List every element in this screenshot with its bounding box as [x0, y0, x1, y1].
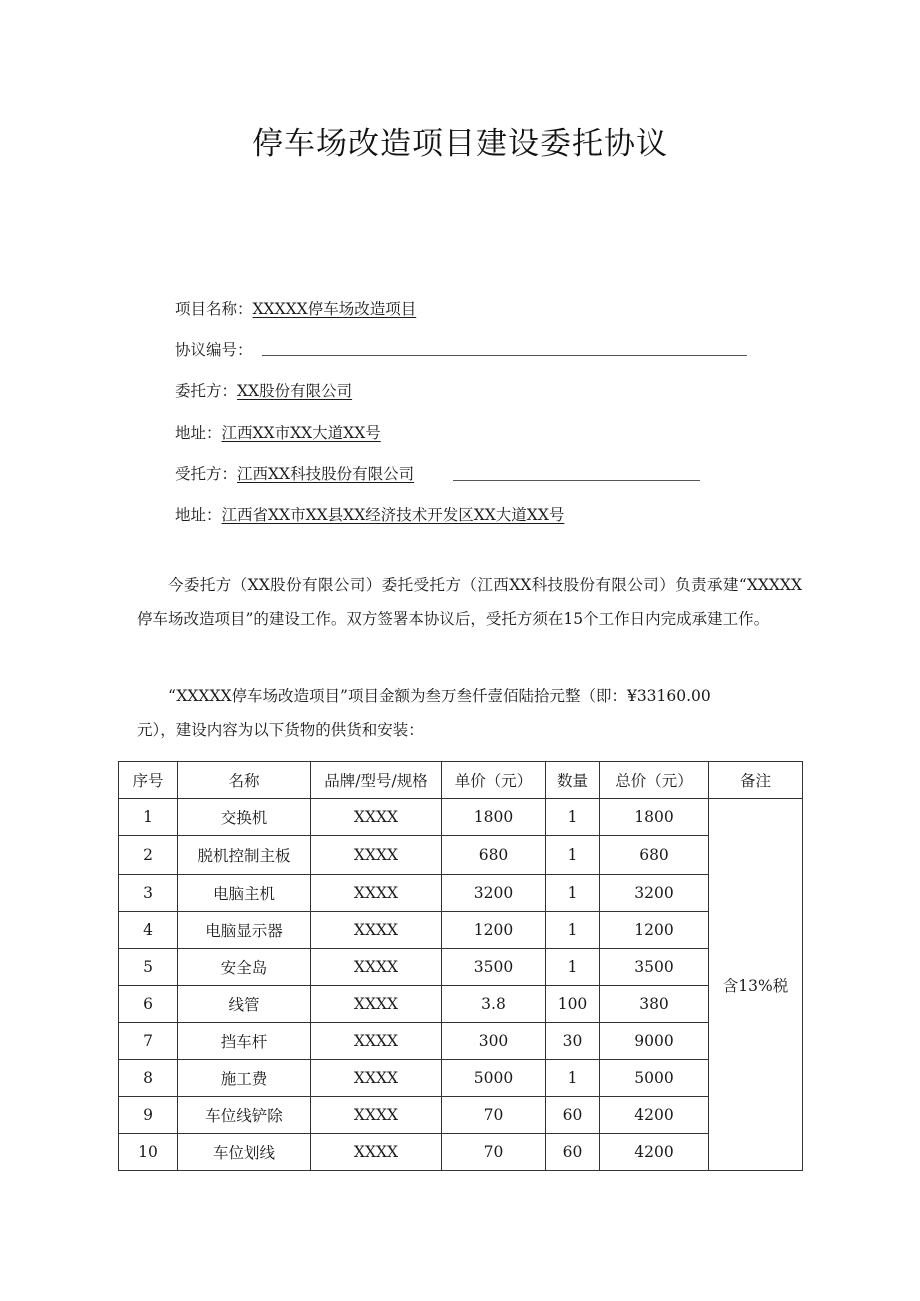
cell-brand: XXXX [311, 949, 442, 986]
contractor-field [175, 462, 414, 484]
cell-qty: 30 [546, 1023, 600, 1060]
client-field [175, 379, 352, 401]
cell-brand: XXXX [311, 799, 442, 836]
header-name: 名称 [178, 762, 311, 799]
contractor-blank [453, 480, 700, 481]
cell-remark: 含13%税 [709, 799, 803, 1171]
cell-brand: XXXX [311, 875, 442, 912]
cell-price: 70 [442, 1134, 546, 1171]
paragraph-commission: 今委托方（XX股份有限公司）委托受托方（江西XX科技股份有限公司）负责承建“XXXXX停车场改造项目”的建设工作。双方签署本协议后，受托方须在15个工作日内完成承建工作。 [137, 576, 802, 628]
cell-brand: XXXX [311, 836, 442, 875]
cell-no: 7 [119, 1023, 178, 1060]
cell-total: 1200 [600, 912, 709, 949]
cell-total: 9000 [600, 1023, 709, 1060]
cell-no: 4 [119, 912, 178, 949]
client-address-value: 江西XX市XX大道XX号 [221, 424, 381, 442]
table-row [119, 1097, 803, 1134]
cell-no: 10 [119, 1134, 178, 1171]
cell-name: 安全岛 [178, 949, 311, 986]
project-name-value: XXXXX停车场改造项目 [252, 300, 417, 318]
cell-brand: XXXX [311, 1097, 442, 1134]
cell-name: 施工费 [178, 1060, 311, 1097]
cell-price: 3200 [442, 875, 546, 912]
cell-qty: 1 [546, 912, 600, 949]
cell-total: 380 [600, 986, 709, 1023]
cell-price: 3500 [442, 949, 546, 986]
cell-price: 3.8 [442, 986, 546, 1023]
cell-qty: 1 [546, 1060, 600, 1097]
cell-qty: 100 [546, 986, 600, 1023]
cell-name: 车位线铲除 [178, 1097, 311, 1134]
cell-name: 交换机 [178, 799, 311, 836]
table-row [119, 836, 803, 875]
project-name-label: 项目名称： [175, 300, 253, 318]
cell-name: 电脑显示器 [178, 912, 311, 949]
contractor-value: 江西XX科技股份有限公司 [237, 465, 415, 483]
table-row [119, 1134, 803, 1171]
contractor-label: 受托方： [175, 465, 238, 483]
cell-no: 3 [119, 875, 178, 912]
cell-no: 9 [119, 1097, 178, 1134]
cell-total: 4200 [600, 1134, 709, 1171]
cell-name: 线管 [178, 986, 311, 1023]
cell-qty: 60 [546, 1097, 600, 1134]
cell-total: 1800 [600, 799, 709, 836]
client-value: XX股份有限公司 [237, 382, 353, 400]
agreement-no-label: 协议编号： [175, 341, 253, 359]
cell-name: 挡车杆 [178, 1023, 311, 1060]
cell-price: 70 [442, 1097, 546, 1134]
cell-qty: 1 [546, 836, 600, 875]
cell-name: 车位划线 [178, 1134, 311, 1171]
header-price: 单价（元） [442, 762, 546, 799]
client-address-field [175, 421, 381, 443]
cell-price: 300 [442, 1023, 546, 1060]
table-row [119, 1023, 803, 1060]
table-row [119, 986, 803, 1023]
cell-no: 6 [119, 986, 178, 1023]
table-header-row [119, 762, 803, 799]
cell-total: 3200 [600, 875, 709, 912]
cell-total: 4200 [600, 1097, 709, 1134]
cell-no: 1 [119, 799, 178, 836]
cell-total: 3500 [600, 949, 709, 986]
cell-name: 电脑主机 [178, 875, 311, 912]
cell-brand: XXXX [311, 1134, 442, 1171]
agreement-no-blank [262, 355, 747, 356]
cell-total: 5000 [600, 1060, 709, 1097]
cell-qty: 1 [546, 949, 600, 986]
client-address-label: 地址： [175, 424, 222, 442]
paragraph-amount-line2: 元），建设内容为以下货物的供货和安装： [137, 721, 424, 739]
table-row [119, 875, 803, 912]
contractor-address-field [175, 503, 564, 525]
cell-price: 1200 [442, 912, 546, 949]
client-label: 委托方： [175, 382, 238, 400]
project-name-field [175, 297, 416, 319]
header-remark: 备注 [709, 762, 803, 799]
header-qty: 数量 [546, 762, 600, 799]
header-brand: 品牌/型号/规格 [311, 762, 442, 799]
cell-price: 680 [442, 836, 546, 875]
cell-no: 8 [119, 1060, 178, 1097]
cell-name: 脱机控制主板 [178, 836, 311, 875]
agreement-no-field [175, 338, 253, 360]
table-row [119, 949, 803, 986]
header-no: 序号 [119, 762, 178, 799]
cell-total: 680 [600, 836, 709, 875]
contractor-address-value: 江西省XX市XX县XX经济技术开发区XX大道XX号 [221, 506, 565, 524]
cell-brand: XXXX [311, 1023, 442, 1060]
cell-qty: 60 [546, 1134, 600, 1171]
contractor-address-label: 地址： [175, 506, 222, 524]
cell-brand: XXXX [311, 1060, 442, 1097]
paragraph-amount-line1: “XXXXX停车场改造项目”项目金额为叁万叁仟壹佰陆拾元整（即：¥33160.00 [168, 687, 711, 705]
cell-price: 5000 [442, 1060, 546, 1097]
cell-brand: XXXX [311, 912, 442, 949]
goods-table [118, 761, 803, 1171]
table-row [119, 1060, 803, 1097]
cell-no: 5 [119, 949, 178, 986]
table-row [119, 912, 803, 949]
cell-qty: 1 [546, 799, 600, 836]
cell-price: 1800 [442, 799, 546, 836]
cell-no: 2 [119, 836, 178, 875]
table-row [119, 799, 803, 836]
cell-qty: 1 [546, 875, 600, 912]
header-total: 总价（元） [600, 762, 709, 799]
document-title: 停车场改造项目建设委托协议 [252, 126, 668, 162]
cell-brand: XXXX [311, 986, 442, 1023]
